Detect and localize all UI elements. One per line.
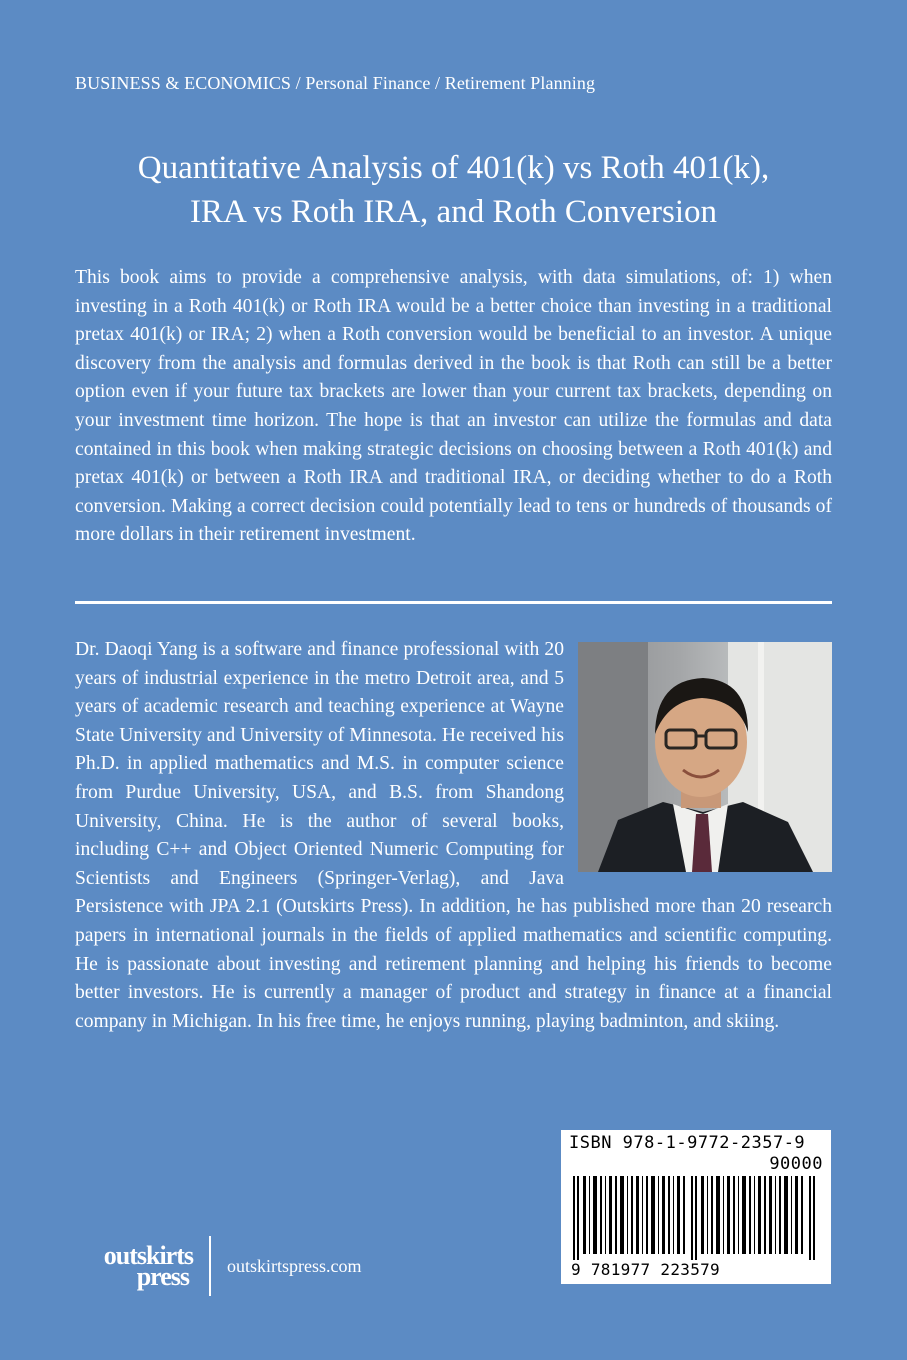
author-bio — [75, 636, 832, 1036]
price-code: 90000 — [769, 1154, 823, 1174]
logo-line-1: outskirts — [103, 1241, 193, 1270]
description-text: This book aims to provide a comprehensive analysis, with data simulations, of: 1) when investing in a Roth 401(k) or Roth IRA would be a better choice than investing in a traditional pretax 401(k) or IRA; 2) when a Roth conversion would be beneficial to an investor. A unique discovery from the analysis and formulas derived in the book is that Roth can still be a better option even if your future tax brackets are lower than your current tax brackets, depending on your investment time horizon. The hope is that an investor can utilize the formulas and data contained in this book when making strategic decisions on choosing between a Roth 401(k) and pretax 401(k) or between a Roth IRA and traditional IRA, or deciding whether to do a Roth conversion. Making a correct decision could potentially lead to tens or hundreds of thousands of more dollars in their retirement investment. — [75, 267, 832, 546]
isbn-label: ISBN 978-1-9772-2357-9 — [569, 1133, 806, 1153]
book-title — [40, 146, 867, 234]
barcode-bars — [569, 1176, 823, 1260]
title-line-2: IRA vs Roth IRA, and Roth Conversion — [189, 194, 718, 230]
bio-text: Dr. Daoqi Yang is a software and finance professional with 20 years of industrial experience in the metro Detroit area, and 5 years of academic research and teaching experience at Wayne State University and University of Minnesota. He received his Ph.D. in applied mathematics and M.S. in computer science from Purdue University, USA, and B.S. from Shandong University, China. He is the author of several books, including C++ and Object Oriented Numeric Computing for Scientists and Engineers (Springer-Verlag), and Java Persistence with JPA 2.1 (Outskirts Press). In addition, he has published more than 20 research papers in international journals in the fields of applied mathematics and scientific computing. He is passionate about investing and retirement planning and helping his friends to become better investors. He is currently a manager of product and strategy in finance at a financial company in Michigan. In his free time, he enjoys running, playing badminton, and skiing. — [75, 639, 832, 1032]
publisher-block — [75, 1236, 362, 1296]
publisher-separator — [209, 1236, 211, 1296]
title-line-1: Quantitative Analysis of 401(k) vs Roth 401(k), — [137, 150, 770, 186]
author-photo — [578, 642, 832, 872]
publisher-website[interactable]: outskirtspress.com — [227, 1255, 362, 1276]
logo-line-2: press — [136, 1262, 189, 1291]
barcode-digits: 9 781977 223579 — [571, 1260, 720, 1279]
publisher-logo — [75, 1241, 193, 1291]
category-label: BUSINESS & ECONOMICS / Personal Finance / Retirement Planning — [75, 73, 596, 93]
book-description — [75, 264, 832, 550]
isbn-barcode — [561, 1130, 831, 1284]
section-divider — [75, 601, 832, 604]
